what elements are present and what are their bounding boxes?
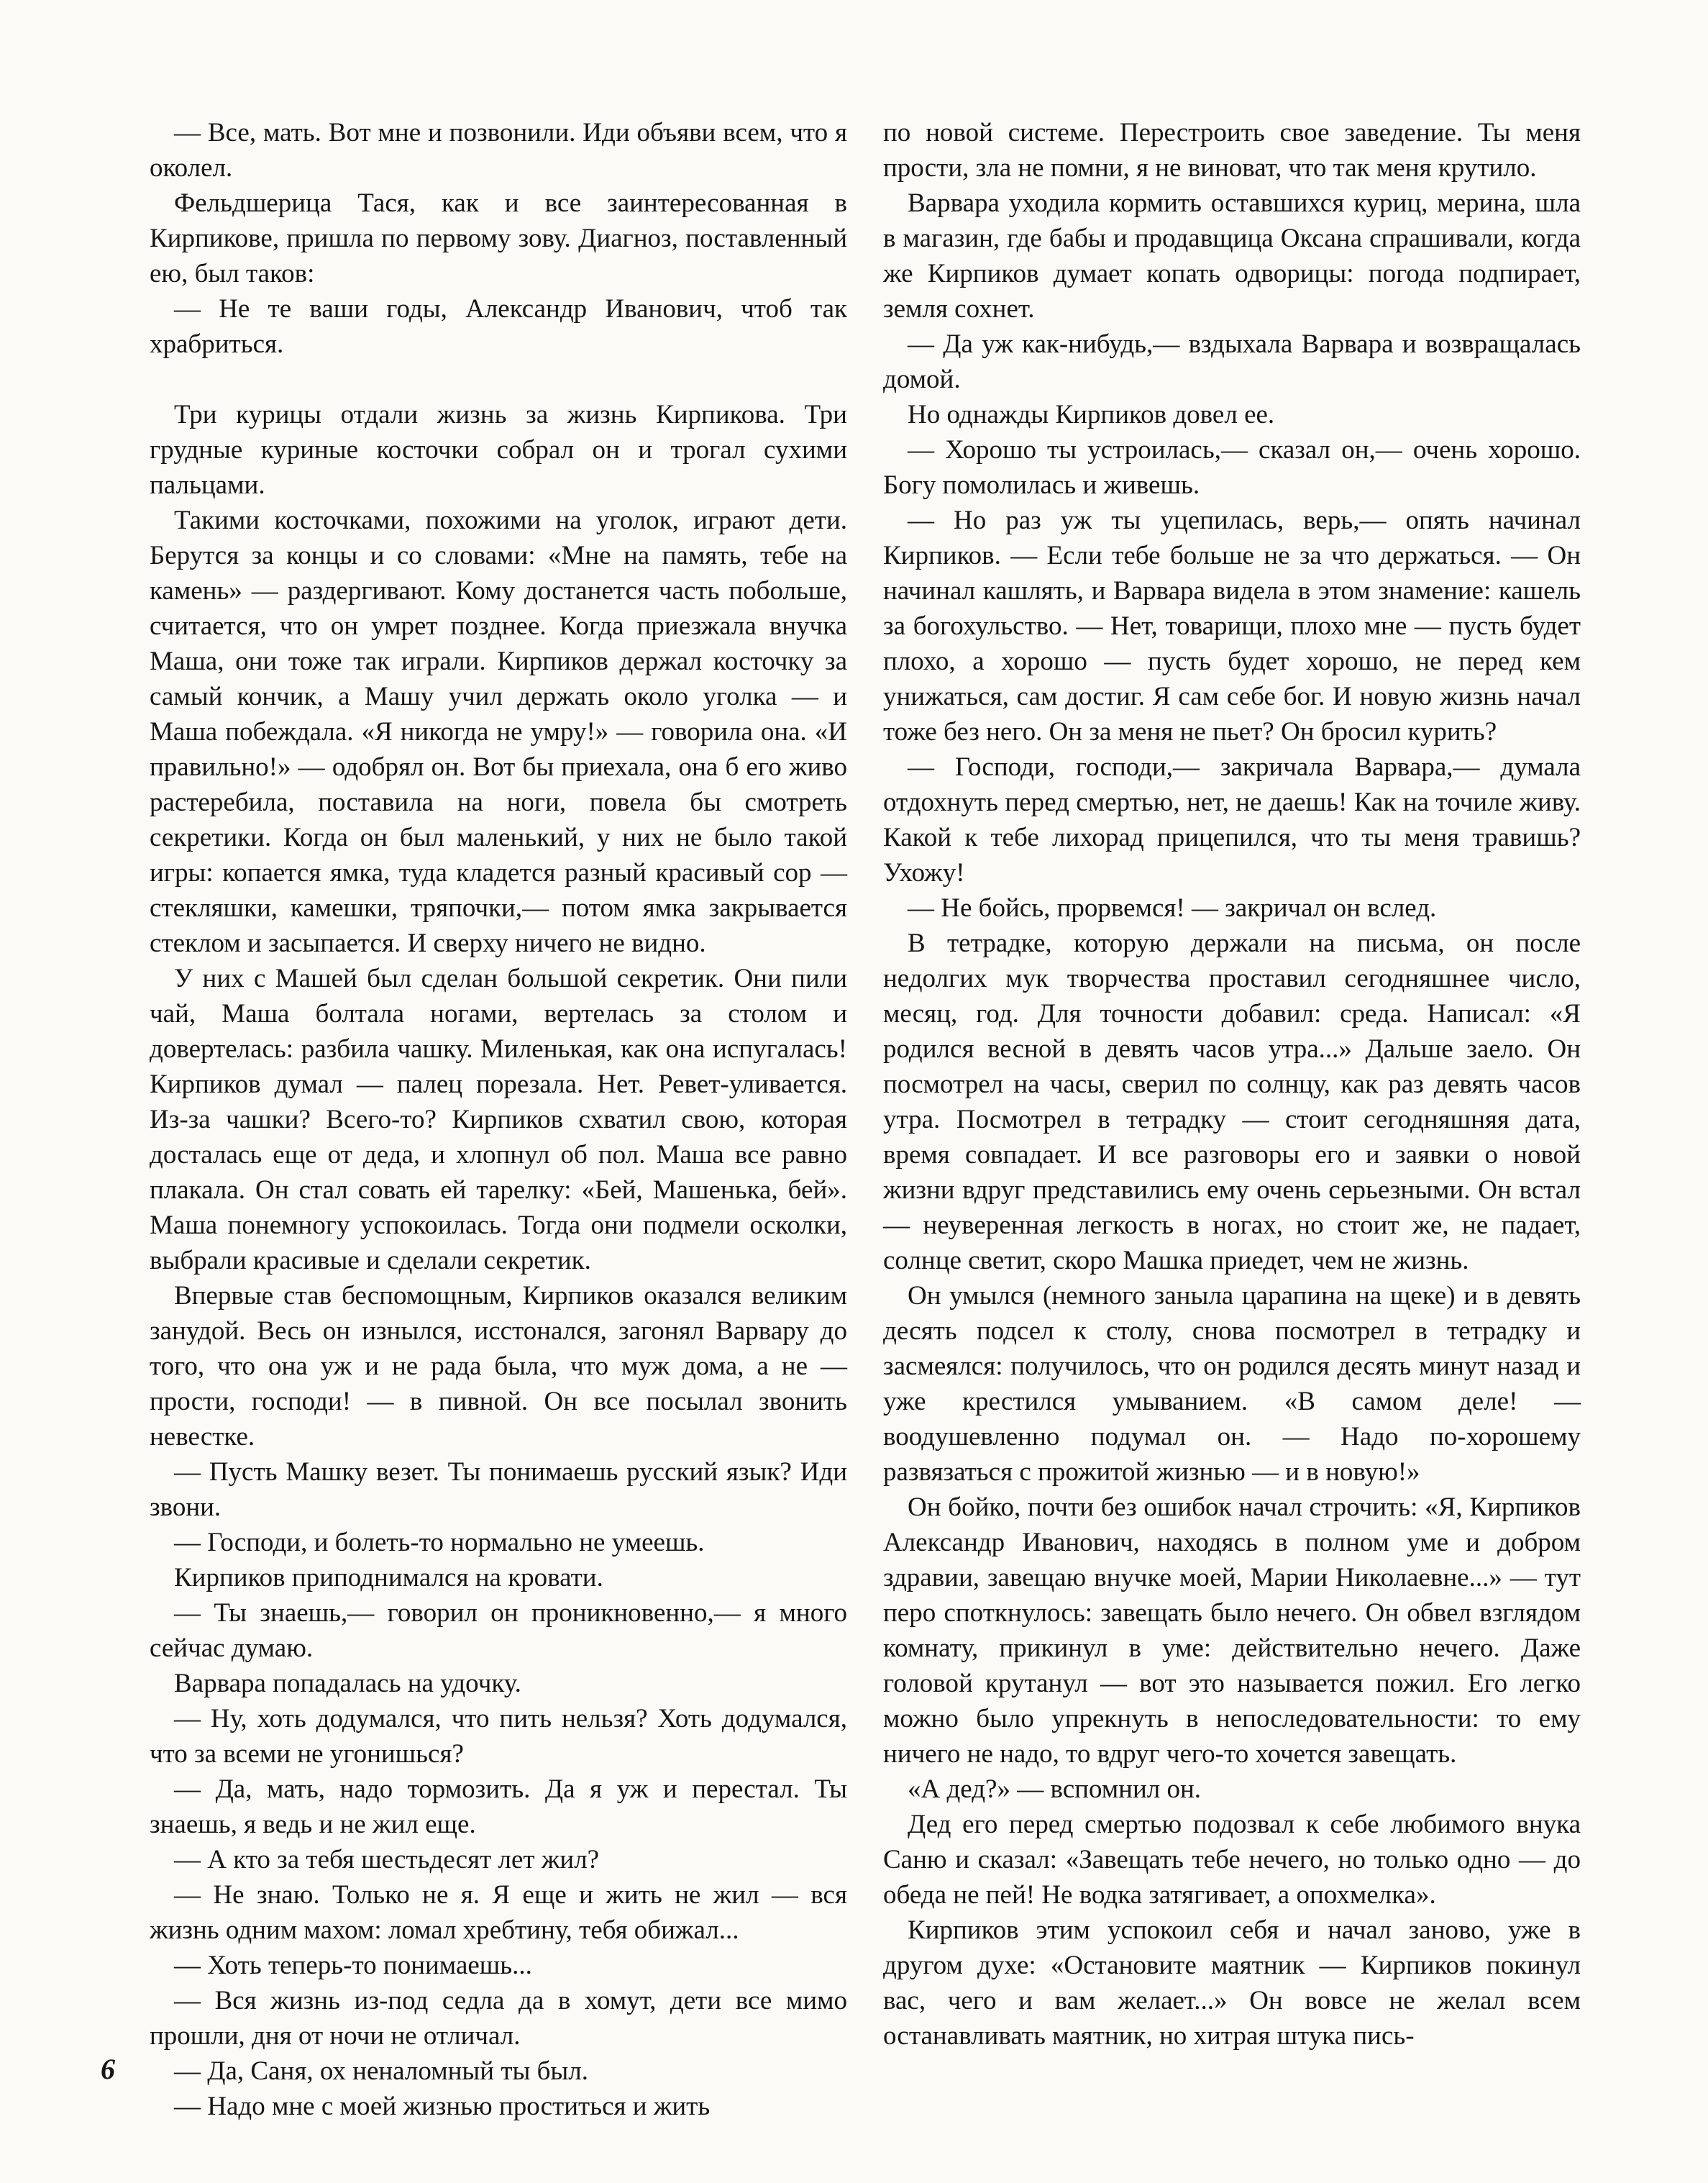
paragraph: — Не те ваши годы, Александр Иванович, чтоб так храбриться. [150,294,847,359]
paragraph: Варвара уходила кормить оставшихся куриц, мерина, шла в магазин, где бабы и продавщица Оксана спрашивали, когда же Кирпиков думает копать одворицы: погода подпирает, земля сохнет. [883,188,1581,324]
paragraph: — Не знаю. Только не я. Я еще и жить не жил — вся жизнь одним махом: ломал хребтину, тебя обижал... [150,1880,847,1945]
section-opening-paragraph: Три курицы отдали жизнь за жизнь Кирпикова. Три грудные куриные косточки собрал он и трогал сухими пальцами. [150,400,847,500]
paragraph: Кирпиков приподнимался на кровати. [174,1563,603,1592]
paragraph: Но однажды Кирпиков довел ее. [908,400,1275,429]
paragraph: Такими косточками, похожими на уголок, играют дети. Берутся за концы и со словами: «Мне на память, тебе на камень» — раздергивают. Кому достанется часть побольше, считается, что он умрет позднее. Когда приезжала внучка Маша, они тоже так играли. Кирпиков держал косточку за самый кончик, а Машу учил держать около уголка — и Маша побеждала. «Я никогда не умру!» — говорила она. «И правильно!» — одобрял он. Вот бы приехала, она б его живо растеребила, поставила на ноги, повела бы смотреть секретики. Когда он был маленький, у них не было такой игры: копается ямка, туда кладется разный красивый сор — стекляшки, камешки, тряпочки,— потом ямка закрывается стеклом и засыпается. И сверху ничего не видно. [150,506,847,958]
paragraph: Впервые став беспомощным, Кирпиков оказался великим занудой. Весь он изнылся, исстонался, загонял Варвару до того, что она уж и не рада была, что муж дома, а не — прости, господи! — в пивной. Он все посылал звонить невестке. [150,1281,847,1451]
paragraph: — Хоть теперь-то понимаешь... [174,1951,532,1980]
paragraph: — А кто за тебя шестьдесят лет жил? [174,1845,600,1874]
paragraph: «А дед?» — вспомнил он. [908,1774,1202,1804]
left-text-column [150,115,847,2124]
paragraph: — Надо мне с моей жизнью проститься и жить [174,2092,711,2121]
paragraph: — Хорошо ты устроилась,— сказал он,— очень хорошо. Богу помолилась и живешь. [883,435,1581,500]
paragraph: В тетрадке, которую держали на письма, он после недолгих мук творчества проставил сегодняшнее число, месяц, год. Для точности добавил: среда. Написал: «Я родился весной в девять часов утра...» Дальше заело. Он посмотрел на часы, сверил по солнцу, как раз девять часов утра. Посмотрел в тетрадку — стоит сегодняшняя дата, время совпадает. И все разговоры его и заявки о новой жизни вдруг представились ему очень серьезными. Он встал — неуверенная легкость в ногах, но стоит же, не падает, солнце светит, скоро Машка приедет, чем не жизнь. [883,929,1581,1275]
paragraph: — Но раз уж ты уцепилась, верь,— опять начинал Кирпиков. — Если тебе больше не за что держаться. — Он начинал кашлять, и Варвара видела в этом знамение: кашель за богохульство. — Нет, товарищи, плохо мне — пусть будет плохо, а хорошо — пусть будет хорошо, не перед кем унижаться, сам достиг. Я сам себе бог. И новую жизнь начал тоже без него. Он за меня не пьет? Он бросил курить? [883,506,1581,747]
paragraph: Фельдшерица Тася, как и все заинтересованная в Кирпикове, пришла по первому зову. Диагноз, поставленный ею, был таков: [150,188,847,288]
paragraph: — Все, мать. Вот мне и позвонили. Иди объяви всем, что я околел. [150,118,847,183]
paragraph: — Пусть Машку везет. Ты понимаешь русский язык? Иди звони. [150,1457,847,1522]
paragraph: Дед его перед смертью подозвал к себе любимого внука Саню и сказал: «Завещать тебе нечего, но только одно — до обеда не пей! Не водка затягивает, а опохмелка». [883,1810,1581,1910]
paragraph: — Да уж как-нибудь,— вздыхала Варвара и возвращалась домой. [883,329,1581,394]
paragraph: У них с Машей был сделан большой секретик. Они пили чай, Маша болтала ногами, вертелась за столом и довертелась: разбила чашку. Миленькая, как она испугалась! Кирпиков думал — палец порезала. Нет. Ревет-уливается. Из-за чашки? Всего-то? Кирпиков схватил свою, которая досталась еще от деда, и хлопнул об пол. Маша все равно плакала. Он стал совать ей тарелку: «Бей, Машенька, бей». Маша понемногу успокоилась. Тогда они подмели осколки, выбрали красивые и сделали секретик. [150,964,847,1275]
paragraph: — Вся жизнь из-под седла да в хомут, дети все мимо прошли, дня от ночи не отличал. [150,1986,847,2051]
continued-paragraph: по новой системе. Перестроить свое заведение. Ты меня прости, зла не помни, я не виноват, что так меня крутило. [883,118,1581,183]
paragraph: — Господи, и болеть-то нормально не умеешь. [174,1528,705,1557]
paragraph: — Господи, господи,— закричала Варвара,— думала отдохнуть перед смертью, нет, не даешь! Как на точиле живу. Какой к тебе лихорад прицепился, что ты меня травишь? Ухожу! [883,752,1581,888]
paragraph: — Да, мать, надо тормозить. Да я уж и перестал. Ты знаешь, я ведь и не жил еще. [150,1774,847,1839]
paragraph: Он бойко, почти без ошибок начал строчить: «Я, Кирпиков Александр Иванович, находясь в полном уме и добром здравии, завещаю внучке моей, Марии Николаевне...» — тут перо споткнулось: завещать было нечего. Он обвел взглядом комнату, прикинул в уме: действительно нечего. Даже головой крутанул — вот это называется пожил. Его легко можно было упрекнуть в непоследовательности: то ему ничего не надо, то вдруг чего-то хочется завещать. [883,1492,1581,1769]
paragraph: — Ну, хоть додумался, что пить нельзя? Хоть додумался, что за всеми не угонишься? [150,1704,847,1769]
paragraph: — Не бойсь, прорвемся! — закричал он вслед. [908,893,1437,923]
right-text-column [883,115,1581,2054]
page-number: 6 [101,2053,115,2085]
paragraph: — Да, Саня, ох неналомный ты был. [174,2056,588,2086]
paragraph: — Ты знаешь,— говорил он проникновенно,— я много сейчас думаю. [150,1598,847,1663]
paragraph: Кирпиков этим успокоил себя и начал заново, уже в другом духе: «Остановите маятник — Кирпиков покинул вас, чего и вам желает...» Он вовсе не желал всем останавливать маятник, но хитрая штука пись- [883,1915,1581,2051]
paragraph: Он умылся (немного заныла царапина на щеке) и в девять десять подсел к столу, снова посмотрел в тетрадку и засмеялся: получилось, что он родился десять минут назад и уже крестился умыванием. «В самом деле! — воодушевленно подумал он. — Надо по-хорошему развязаться с прожитой жизнью — и в новую!» [883,1281,1581,1487]
paragraph: Варвара попадалась на удочку. [174,1669,521,1698]
